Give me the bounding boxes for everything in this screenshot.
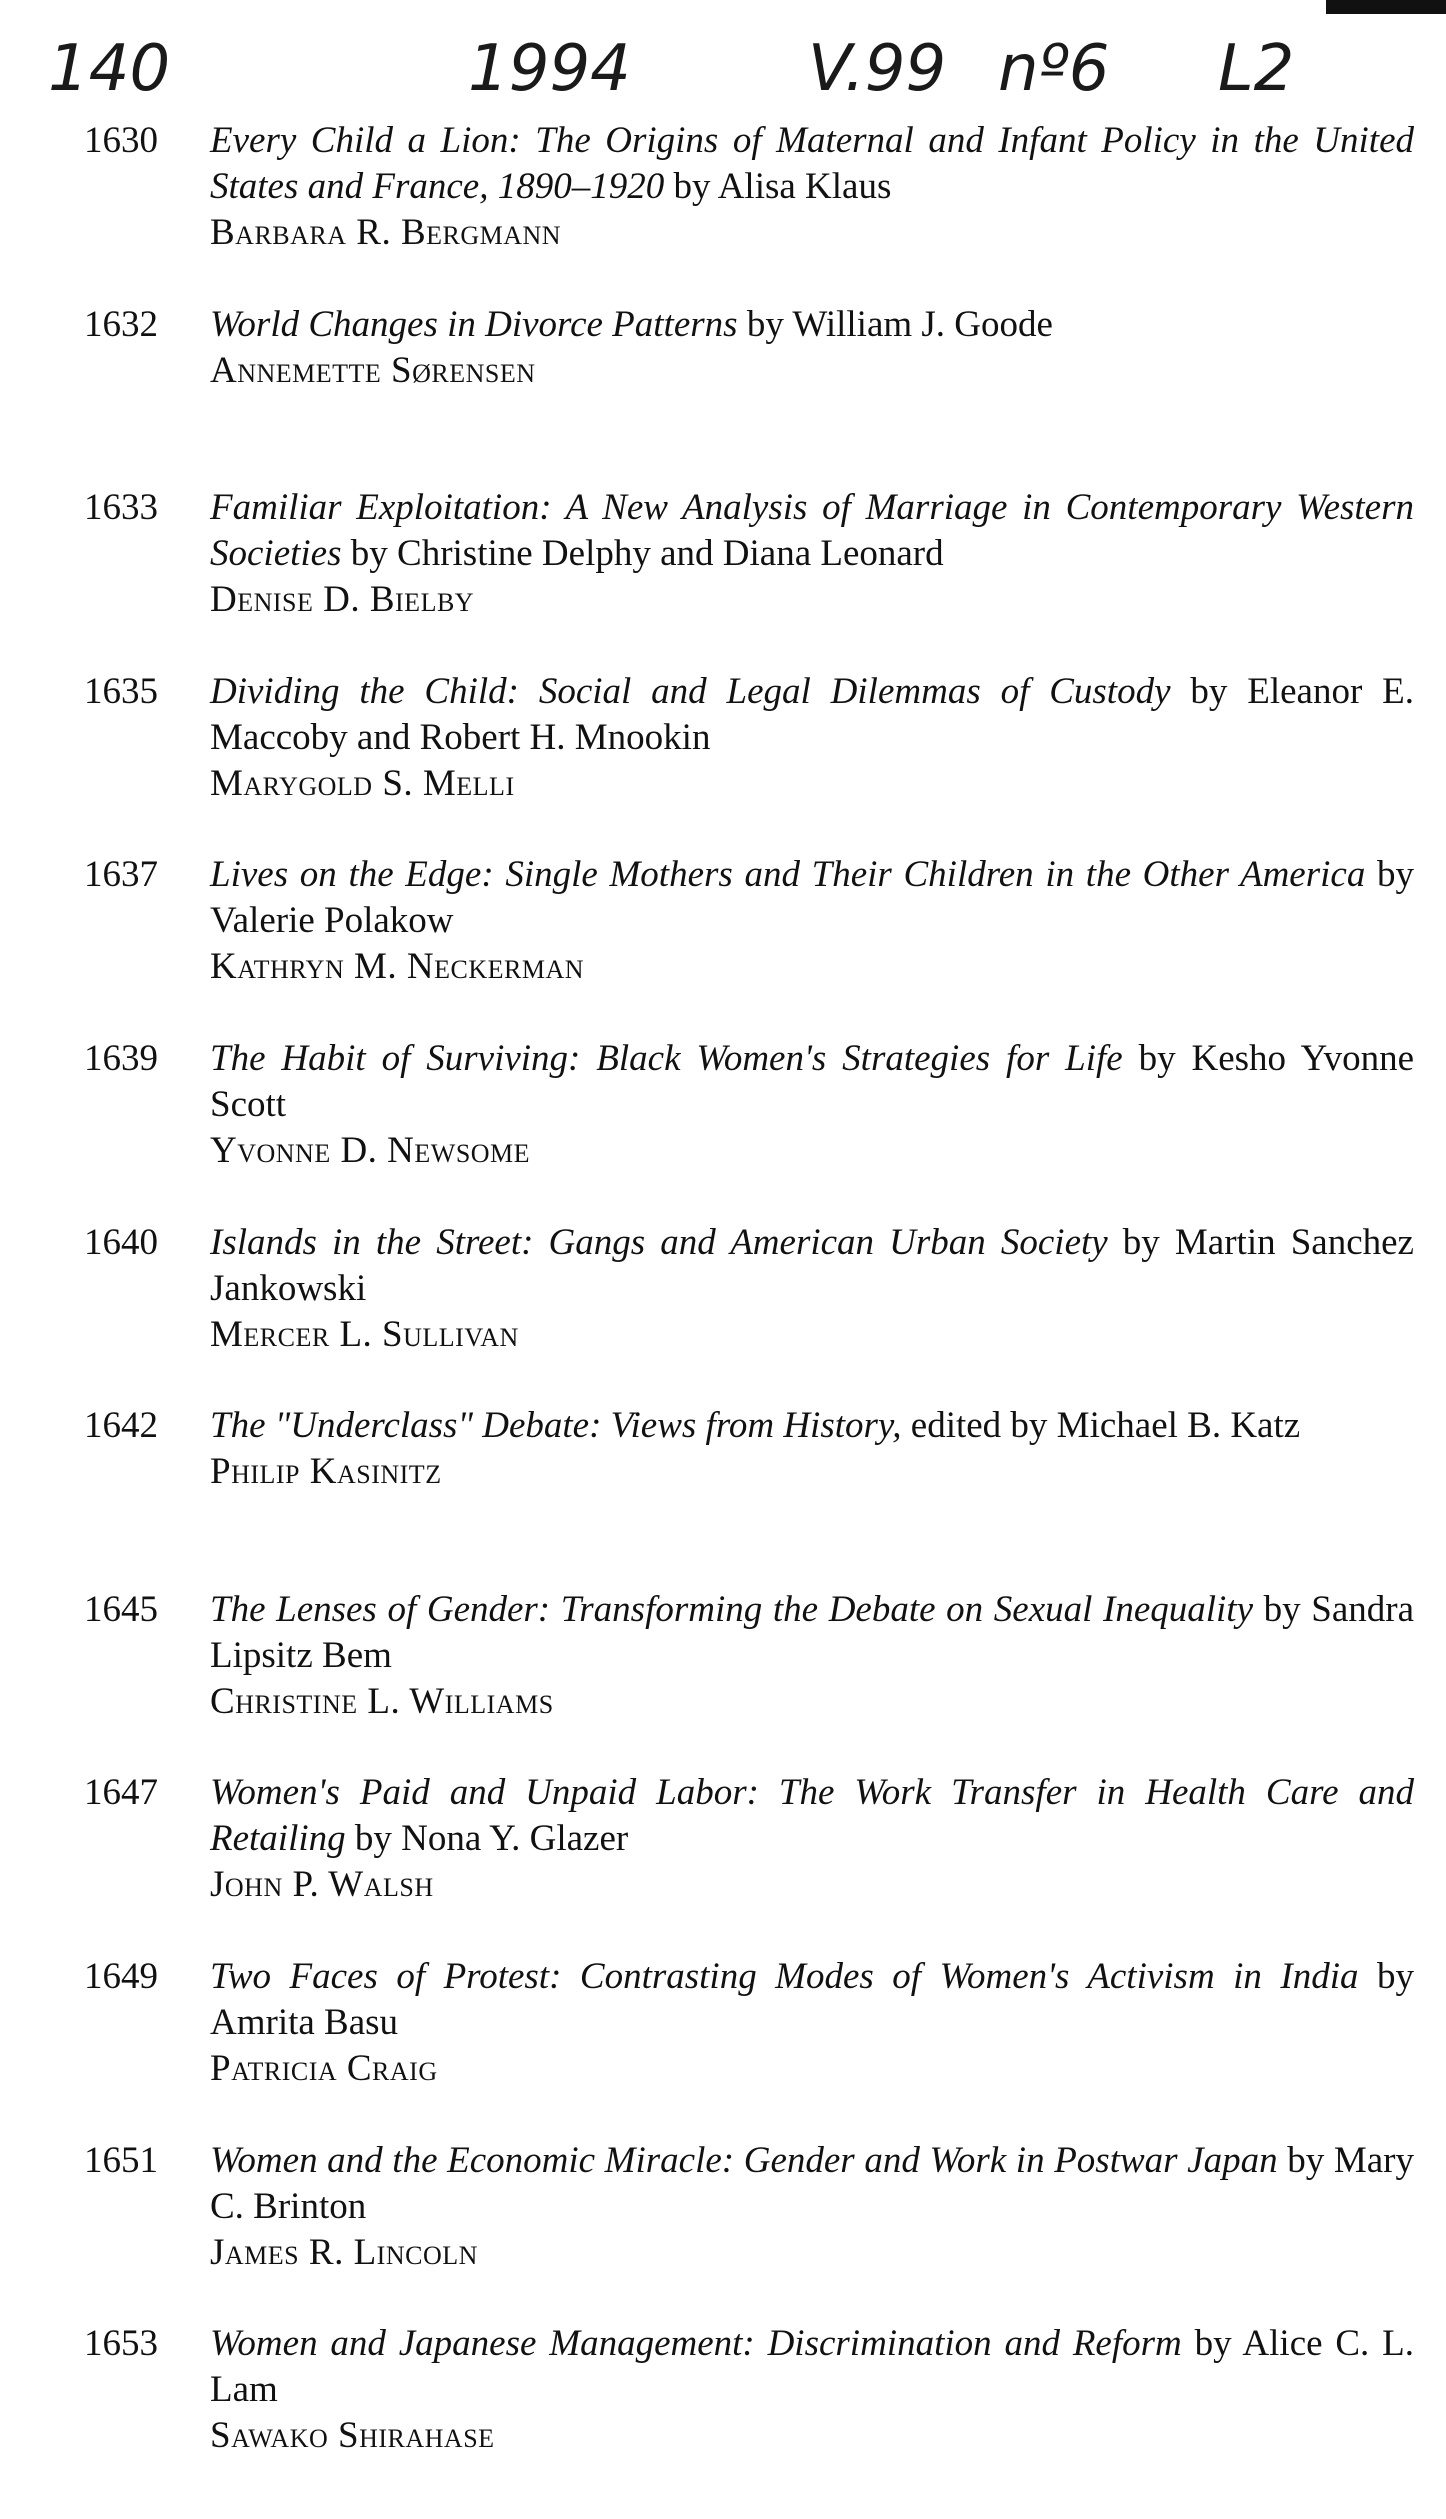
book-title: World Changes in Divorce Patterns xyxy=(210,303,738,345)
handwritten-issue: nº6 xyxy=(998,32,1110,106)
book-citation xyxy=(210,1220,1414,1312)
book-title: Familiar Exploitation: A New Analysis of Marriage in Contemporary Western Societies xyxy=(210,487,1414,575)
book-byline: by Alisa Klaus xyxy=(664,166,892,207)
handwritten-annotation xyxy=(48,18,1348,118)
handwritten-mark: L2 xyxy=(1218,32,1295,106)
page-number: 1647 xyxy=(84,1772,158,1814)
reviewer-name: Denise D. Bielby xyxy=(210,579,475,621)
entry-body xyxy=(210,2138,1414,2276)
page-number: 1651 xyxy=(84,2139,158,2181)
book-title: The Lenses of Gender: Transforming the Debate on Sexual Inequality xyxy=(210,1588,1254,1630)
book-citation xyxy=(210,669,1414,761)
reviewer-name: Yvonne D. Newsome xyxy=(210,1129,531,1171)
book-byline: by Kesho Yvonne Scott xyxy=(210,1037,1415,1125)
book-byline: by Eleanor E. Maccoby and Robert H. Mnookin xyxy=(210,670,1415,758)
review-entry xyxy=(84,669,1414,853)
book-citation xyxy=(210,1954,1414,2046)
book-title: The Habit of Surviving: Black Women's Strategies for Life xyxy=(210,1037,1123,1079)
reviewer-name: Annemette Sørensen xyxy=(210,349,536,391)
review-entry xyxy=(84,1220,1414,1404)
book-title: Lives on the Edge: Single Mothers and Their Children in the Other America xyxy=(210,854,1366,896)
book-byline: by Valerie Polakow xyxy=(210,854,1415,942)
entry-body xyxy=(210,1403,1414,1495)
review-entry xyxy=(84,302,1414,486)
page-number: 1640 xyxy=(84,1221,158,1263)
reviewer-name: Barbara R. Bergmann xyxy=(210,212,562,253)
book-title: Women and Japanese Management: Discrimination and Reform xyxy=(210,2323,1182,2365)
review-entry xyxy=(84,1587,1414,1771)
page-number: 1645 xyxy=(84,1588,158,1630)
book-citation xyxy=(210,1770,1414,1862)
review-entry xyxy=(84,118,1414,302)
page-number: 1632 xyxy=(84,303,158,345)
book-byline: by Amrita Basu xyxy=(210,1955,1414,2043)
book-title: Islands in the Street: Gangs and American Urban Society xyxy=(210,1221,1108,1263)
book-citation xyxy=(210,1403,1414,1449)
entry-body xyxy=(210,852,1414,990)
book-byline: by Mary C. Brinton xyxy=(210,2139,1414,2227)
reviewer-name: John P. Walsh xyxy=(210,1864,434,1906)
book-citation xyxy=(210,1036,1414,1128)
book-title: Every Child a Lion: The Origins of Maternal and Infant Policy in the United States and France, 1890–1920 xyxy=(210,120,1414,207)
book-byline: by Alice C. L. Lam xyxy=(210,2323,1414,2411)
book-citation xyxy=(210,852,1414,944)
entry-body xyxy=(210,1587,1414,1725)
book-title: Two Faces of Protest: Contrasting Modes of Women's Activism in India xyxy=(210,1955,1359,1997)
book-title: Dividing the Child: Social and Legal Dilemmas of Custody xyxy=(210,670,1171,712)
book-review-list xyxy=(84,118,1414,2505)
book-citation xyxy=(210,118,1414,210)
review-entry xyxy=(84,1036,1414,1220)
entry-body xyxy=(210,485,1414,623)
book-citation xyxy=(210,2321,1414,2413)
entry-body xyxy=(210,1770,1414,1908)
page-number: 1633 xyxy=(84,487,158,529)
reviewer-name: Patricia Craig xyxy=(210,2047,438,2089)
entry-body xyxy=(210,1220,1414,1358)
book-byline: by Nona Y. Glazer xyxy=(345,1818,629,1860)
entry-body xyxy=(210,669,1414,807)
review-entry xyxy=(84,2321,1414,2505)
reviewer-name: Philip Kasinitz xyxy=(210,1451,442,1493)
handwritten-volume: V.99 xyxy=(808,32,947,106)
reviewer-name: Marygold S. Melli xyxy=(210,762,515,804)
review-entry xyxy=(84,1403,1414,1587)
book-byline: by Sandra Lipsitz Bem xyxy=(210,1588,1414,1676)
page-number: 1637 xyxy=(84,854,158,896)
reviewer-name: Christine L. Williams xyxy=(210,1680,554,1722)
reviewer-name: Sawako Shirahase xyxy=(210,2415,495,2457)
page-number: 1630 xyxy=(84,120,158,161)
review-entry xyxy=(84,1954,1414,2138)
book-title: Women and the Economic Miracle: Gender and Work in Postwar Japan xyxy=(210,2139,1278,2181)
page-number: 1649 xyxy=(84,1955,158,1997)
entry-body xyxy=(210,118,1414,256)
page-number: 1635 xyxy=(84,670,158,712)
entry-body xyxy=(210,302,1414,394)
book-citation xyxy=(210,2138,1414,2230)
review-entry xyxy=(84,2138,1414,2322)
review-entry xyxy=(84,852,1414,1036)
book-byline: edited by Michael B. Katz xyxy=(901,1405,1301,1447)
entry-body xyxy=(210,1036,1414,1174)
page-number: 1642 xyxy=(84,1405,158,1447)
book-byline: by Martin Sanchez Jankowski xyxy=(210,1221,1414,1309)
handwritten-year: 1994 xyxy=(468,32,631,106)
handwritten-number: 140 xyxy=(48,32,171,106)
book-title: Women's Paid and Unpaid Labor: The Work Transfer in Health Care and Retailing xyxy=(210,1772,1414,1860)
page-number: 1653 xyxy=(84,2323,158,2365)
review-entry xyxy=(84,1770,1414,1954)
scan-edge-mark xyxy=(1326,0,1446,14)
book-byline: by Christine Delphy and Diana Leonard xyxy=(341,533,944,575)
book-citation xyxy=(210,485,1414,577)
reviewer-name: Mercer L. Sullivan xyxy=(210,1313,519,1355)
reviewer-name: Kathryn M. Neckerman xyxy=(210,946,584,988)
page-number: 1639 xyxy=(84,1037,158,1079)
review-entry xyxy=(84,485,1414,669)
book-citation xyxy=(210,302,1414,348)
book-title: The "Underclass" Debate: Views from History, xyxy=(210,1405,902,1447)
entry-body xyxy=(210,1954,1414,2092)
book-byline: by William J. Goode xyxy=(737,303,1053,345)
book-citation xyxy=(210,1587,1414,1679)
entry-body xyxy=(210,2321,1414,2459)
reviewer-name: James R. Lincoln xyxy=(210,2231,478,2273)
